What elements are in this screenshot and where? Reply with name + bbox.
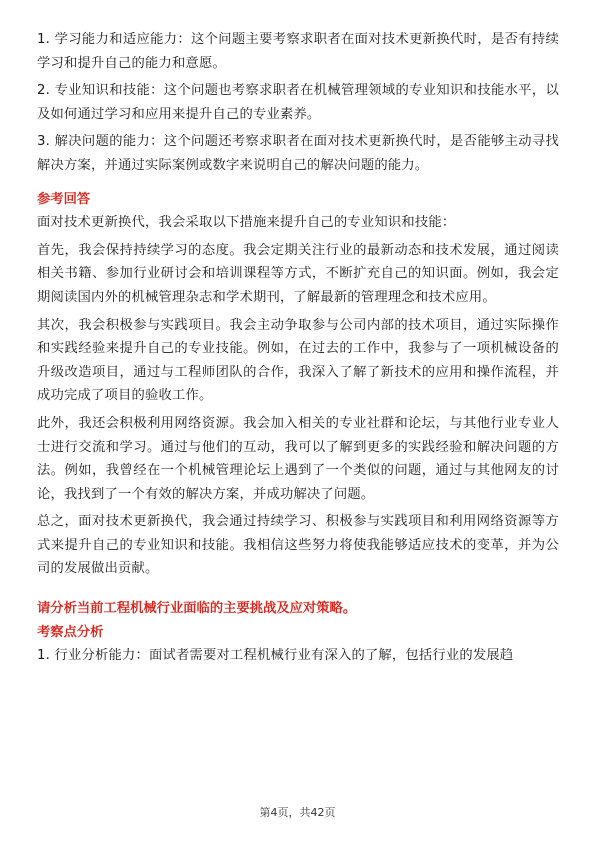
assessment-point-1: 1. 学习能力和适应能力：这个问题主要考察求职者在面对技术更新换代时，是否有持续学习和提升自己的能力和意愿。 — [37, 32, 559, 71]
reference-answer-section — [37, 188, 559, 582]
assessment-points-section — [37, 28, 559, 178]
document-body — [37, 28, 559, 668]
answer-paragraph-1: 首先，我会保持持续学习的态度。我会定期关注行业的最新动态和技术发展，通过阅读相关书籍、参加行业研讨会和培训课程等方式，不断扩充自己的知识面。例如，我会定期阅读国内外的机械管理杂志和学术期刊，了解最新的管理理念和技术应用。 — [37, 242, 559, 305]
analysis-heading: 考察点分析 — [37, 624, 104, 640]
next-question-section — [37, 597, 559, 668]
question-title: 请分析当前工程机械行业面临的主要挑战及应对策略。 — [37, 601, 357, 617]
assessment-point-2: 2. 专业知识和技能：这个问题也考察求职者在机械管理领域的专业知识和技能水平，以及如何通过学习和应用来提升自己的专业素养。 — [37, 83, 559, 122]
answer-paragraph-2: 其次，我会积极参与实践项目。我会主动争取参与公司内部的技术项目，通过实际操作和实践经验来提升自己的专业技能。例如，在过去的工作中，我参与了一项机械设备的升级改造项目，通过与工程师团队的合作，我深入了解了新技术的应用和操作流程，并成功完成了项目的验收工作。 — [37, 317, 559, 404]
answer-intro: 面对技术更新换代，我会采取以下措施来提升自己的专业知识和技能： — [37, 215, 456, 231]
answer-paragraph-4: 总之，面对技术更新换代，我会通过持续学习、积极参与实践项目和利用网络资源等方式来提升自己的专业知识和技能。我相信这些努力将使我能够适应技术的变革，并为公司的发展做出贡献。 — [37, 514, 559, 577]
assessment-point-3: 3. 解决问题的能力：这个问题还考察求职者在面对技术更新换代时，是否能够主动寻找解决方案，并通过实际案例或数字来说明自己的解决问题的能力。 — [37, 134, 559, 173]
answer-paragraph-3: 此外，我还会积极利用网络资源。我会加入相关的专业社群和论坛，与其他行业专业人士进行交流和学习。通过与他们的互动，我可以了解到更多的实践经验和解决问题的方法。例如，我曾经在一个机械管理论坛上遇到了一个类似的问题，通过与其他网友的讨论，我找到了一个有效的解决方案，并成功解决了问题。 — [37, 415, 559, 502]
analysis-point-1: 1. 行业分析能力：面试者需要对工程机械行业有深入的了解，包括行业的发展趋 — [37, 648, 514, 664]
page-number: 第4页，共42页 — [259, 806, 336, 819]
reference-answer-heading: 参考回答 — [37, 191, 91, 207]
